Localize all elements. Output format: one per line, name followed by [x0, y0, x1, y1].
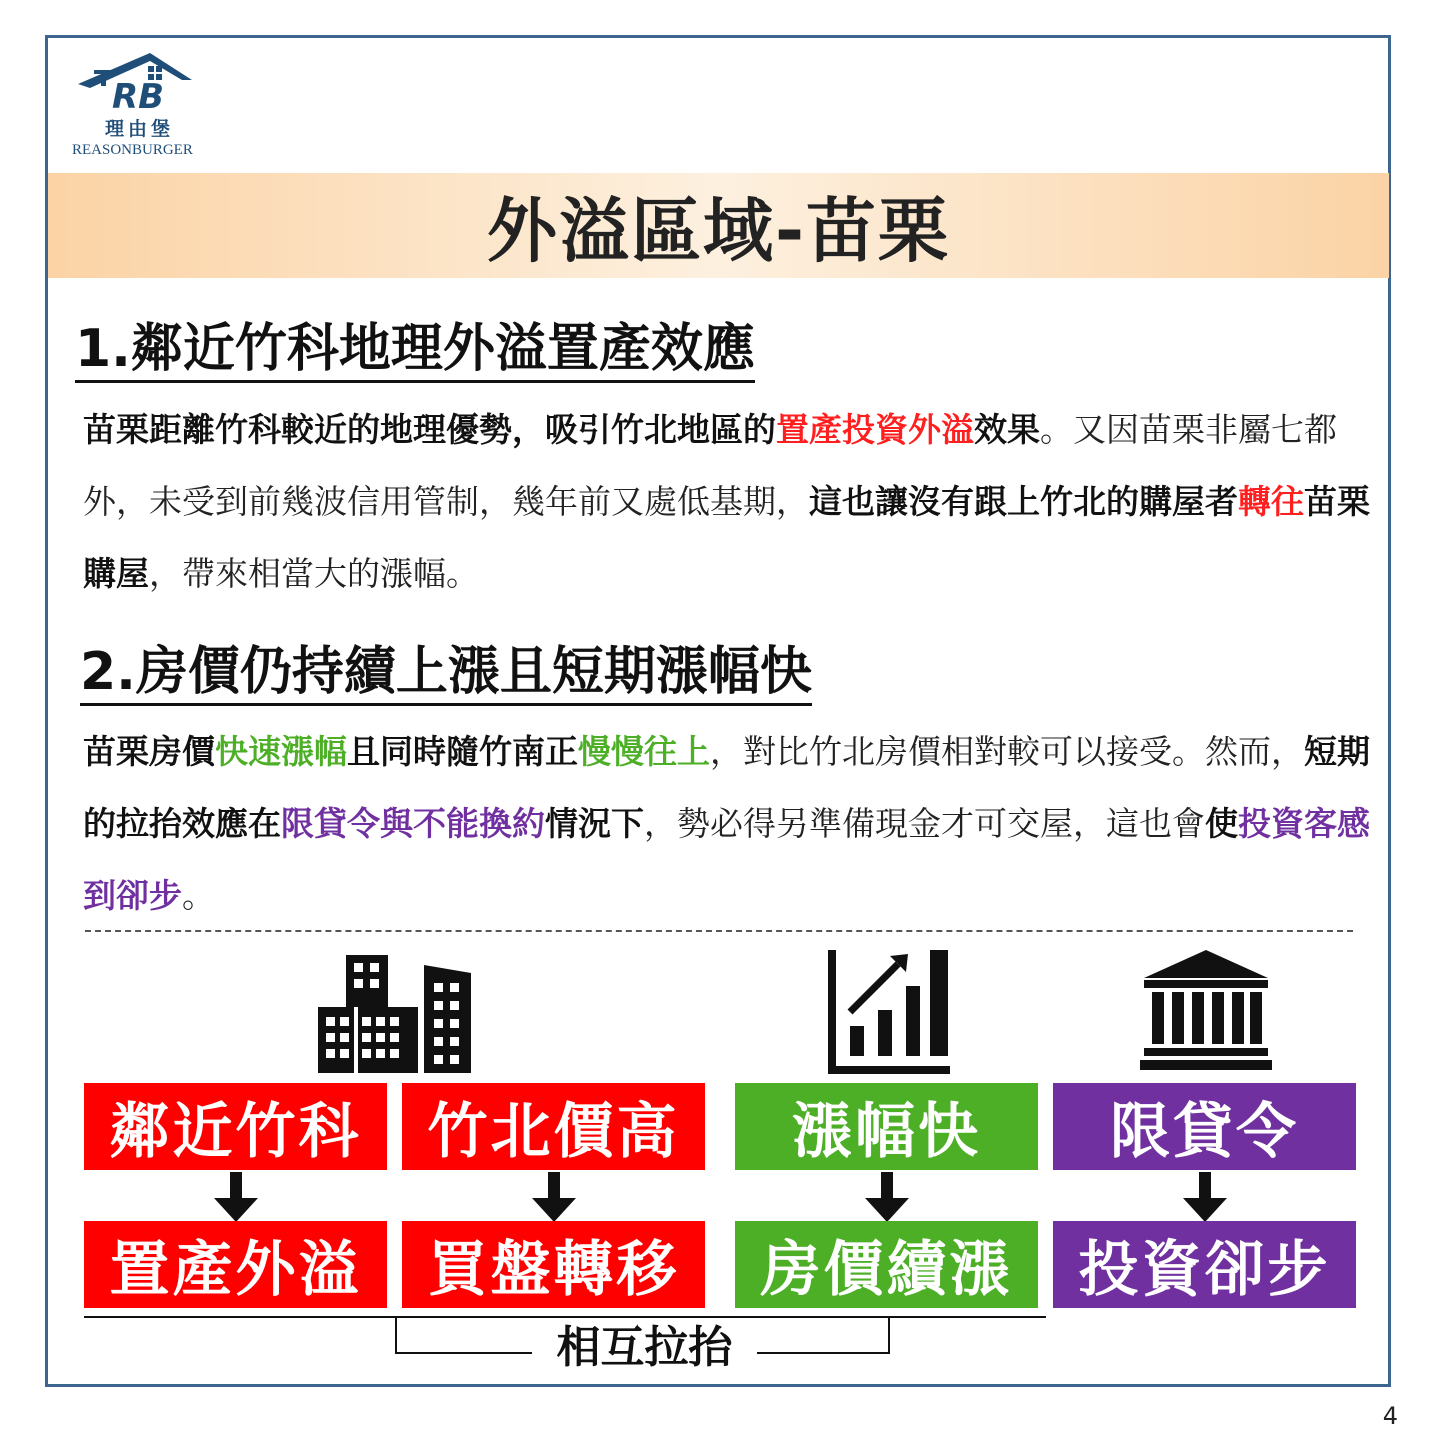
logo-name-en: REASONBURGER [72, 142, 193, 158]
buildings-icon [318, 955, 473, 1073]
section1-text-run: 這也讓沒有跟上竹北的購屋者 [809, 482, 1238, 521]
section1-text-run: 置產投資外溢 [776, 410, 974, 449]
box-top-2: 竹北價高 [402, 1083, 705, 1170]
down-arrow-icon [1183, 1172, 1227, 1224]
section2-text-run: 限貸令與不能換約 [281, 804, 545, 843]
section2-paragraph [83, 716, 1373, 932]
section2-text-run: 情況下 [545, 804, 644, 843]
logo-mark: RB [112, 77, 165, 116]
house-logo-icon [70, 50, 220, 116]
section2-text-run: 使 [1205, 804, 1238, 843]
box-top-3: 漲幅快 [735, 1083, 1038, 1170]
section2-text-run: 短期的拉抬效應在 [83, 732, 1370, 843]
box-bottom-2: 買盤轉移 [402, 1221, 705, 1308]
bracket-top-line [84, 1316, 1046, 1318]
logo [70, 50, 220, 162]
page-number: 4 [1382, 1402, 1398, 1430]
page-title: 外溢區域-苗栗 [486, 190, 951, 272]
section2-text-run: 慢慢往上 [578, 732, 710, 771]
down-arrow-icon [214, 1172, 258, 1224]
box-bottom-3: 房價續漲 [735, 1221, 1038, 1308]
section1-text-run: 效果 [974, 410, 1040, 449]
section1-text-run: 苗栗購屋 [83, 482, 1370, 593]
section1-text-run: ，帶來相當大的漲幅。 [149, 554, 479, 593]
divider [85, 930, 1353, 932]
logo-name-cn: 理由堡 [105, 118, 175, 140]
section1-heading: 1.鄰近竹科地理外溢置產效應 [75, 318, 755, 383]
box-top-4: 限貸令 [1053, 1083, 1356, 1170]
section2-text-run: ，對比竹北房價相對較可以接受。然而， [710, 732, 1304, 771]
section1-text-run: 苗栗距離竹科較近的地理優勢，吸引竹北地區的 [83, 410, 776, 449]
section2-text-run: 苗栗房價 [83, 732, 215, 771]
section2-text-run: 投資客感到卻步 [83, 804, 1370, 915]
box-top-1: 鄰近竹科 [84, 1083, 387, 1170]
section2-text-run: 。 [182, 876, 215, 915]
section1-paragraph [83, 394, 1373, 610]
down-arrow-icon [532, 1172, 576, 1224]
section2-text-run: ，勢必得另準備現金才可交屋，這也會 [644, 804, 1205, 843]
box-bottom-4: 投資卻步 [1053, 1221, 1356, 1308]
section2-text-run: 且同時隨竹南正 [347, 732, 578, 771]
section2-text-run: 快速漲幅 [215, 732, 347, 771]
section1-text-run: 轉往 [1238, 482, 1304, 521]
bracket-label: 相互拉抬 [532, 1322, 757, 1374]
bracket-right-line [888, 1316, 890, 1354]
box-bottom-1: 置產外溢 [84, 1221, 387, 1308]
bracket-left-line [395, 1316, 397, 1354]
section1-text-run: 。又因苗栗非屬七都外，未受到前幾波信用管制，幾年前又處低基期， [83, 410, 1337, 521]
section2-heading: 2.房價仍持續上漲且短期漲幅快 [80, 641, 812, 706]
growth-chart-icon [828, 950, 950, 1074]
down-arrow-icon [865, 1172, 909, 1224]
bank-icon [1140, 950, 1272, 1070]
title-banner [48, 173, 1389, 278]
